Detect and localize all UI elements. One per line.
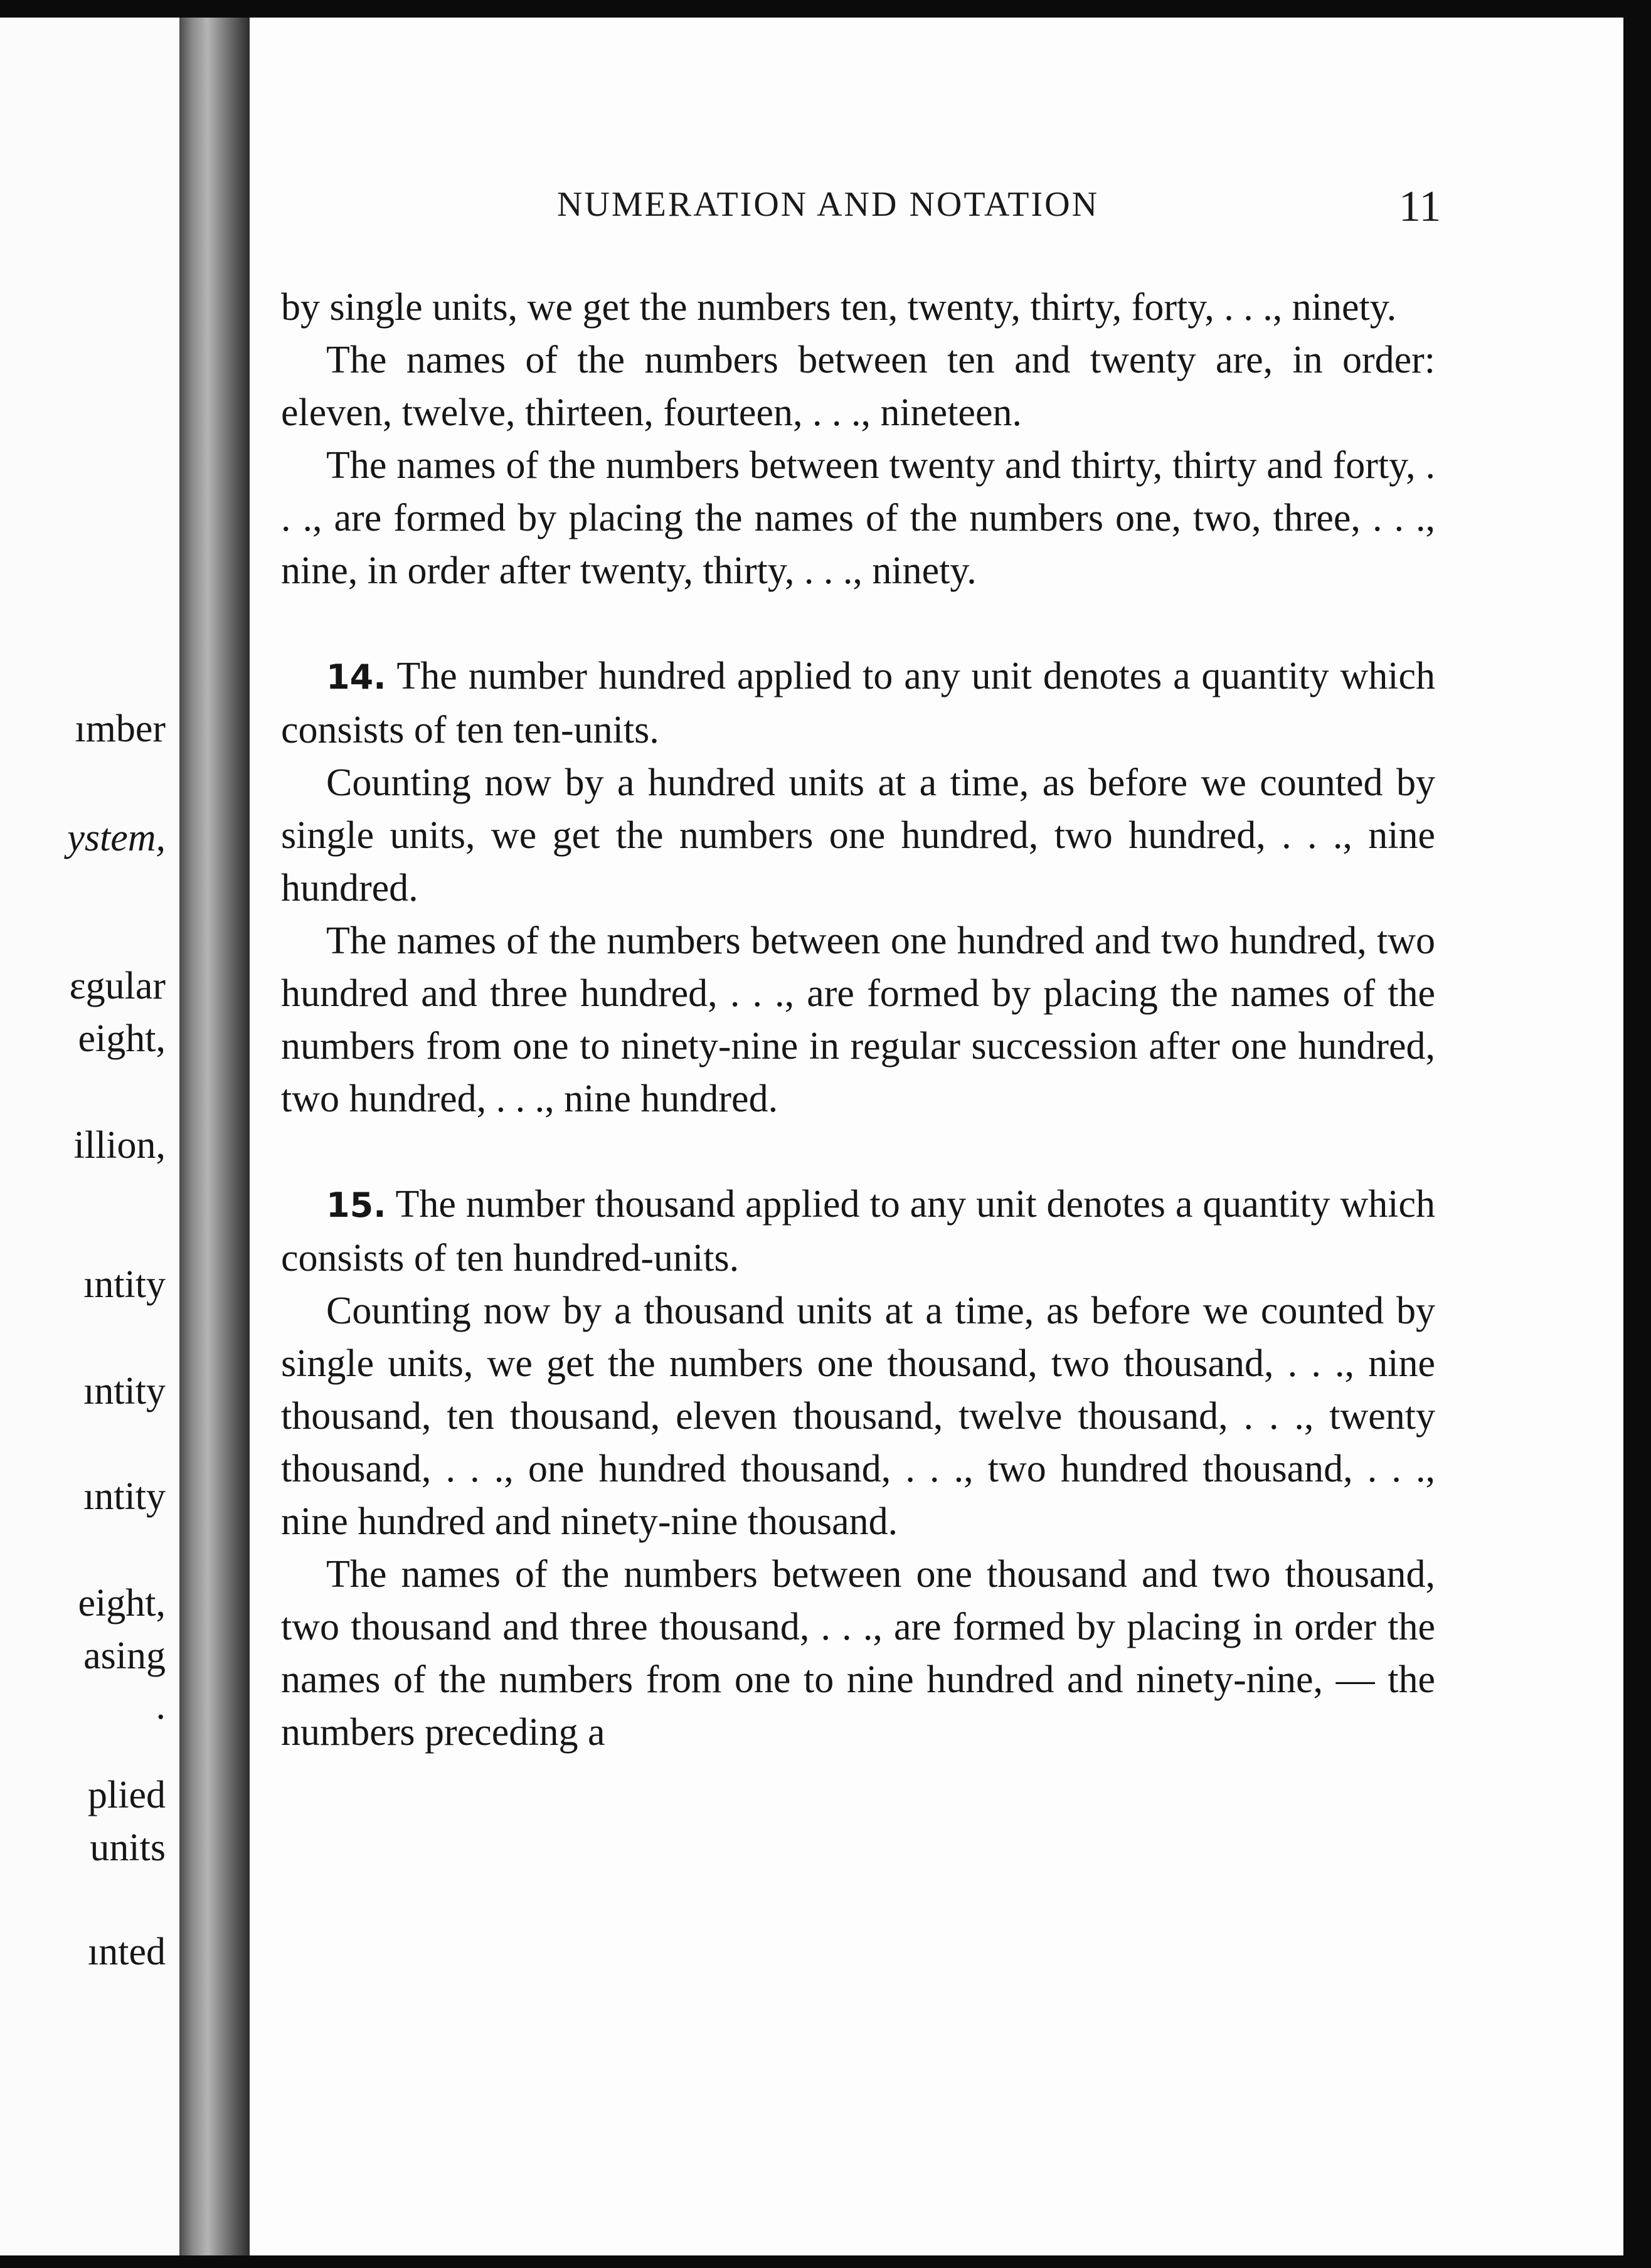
left-page-fragment: asing <box>83 1635 166 1677</box>
paragraph: The names of the numbers between twenty and thirty, thirty and forty, . . ., are formed by placing the names of the numbers one, two, three, . . ., nine, in order after twenty, thirty, . . ., ninety. <box>281 444 1435 592</box>
scan-border-bottom <box>0 2255 1651 2268</box>
left-page-fragment: illion, <box>73 1124 166 1167</box>
paragraph: Counting now by a hundred units at a time, as before we counted by single units, we get the numbers one hundred, two hundred, . . ., nine hundred. <box>281 761 1435 909</box>
scan-border-top <box>0 0 1651 18</box>
left-page-fragment: ɛgular <box>69 965 166 1007</box>
book-gutter <box>179 18 250 2255</box>
running-head: NUMERATION AND NOTATION <box>557 185 1100 224</box>
section-lead-paragraph <box>281 1178 1435 1285</box>
book-page <box>250 18 1623 2255</box>
left-page-fragment: units <box>90 1826 166 1869</box>
left-page-fragment: eight, <box>78 1582 166 1624</box>
section-lead-paragraph <box>281 650 1435 756</box>
page-number: 11 <box>1399 183 1441 231</box>
left-page-fragment: ıntity <box>83 1370 166 1412</box>
section-lead-text: The number hundred applied to any unit denotes a quantity which consists of ten ten-units. <box>281 655 1435 751</box>
paragraph: The names of the numbers between ten and twenty are, in order: eleven, twelve, thirteen, fourteen, . . ., nineteen. <box>281 339 1435 434</box>
left-page-fragment: ıntity <box>83 1263 166 1306</box>
left-page-fragment: . <box>156 1685 166 1727</box>
paragraph: by single units, we get the numbers ten, twenty, thirty, forty, . . ., ninety. <box>281 286 1397 329</box>
paragraph: The names of the numbers between one thousand and two thousand, two thousand and three thousand, . . ., are formed by placing in order the names of the numbers from one to nine hundred and ninety-nine, — the numbers preceding a <box>281 1553 1435 1754</box>
paragraph: Counting now by a thousand units at a time, as before we counted by single units, we get the numbers one thousand, two thousand, . . ., nine thousand, ten thousand, eleven thousand, twelve thousand, . . ., twenty thousand, . . ., one hundred thousand, . . ., two hundred thousand, . . ., nine hundred and ninety-nine thousand. <box>281 1290 1435 1543</box>
page-body <box>281 281 1435 1759</box>
scan-border-right <box>1623 0 1651 2268</box>
section-number: 15. <box>326 1185 386 1225</box>
section-lead-text: The number thousand applied to any unit denotes a quantity which consists of ten hundred-units. <box>281 1183 1435 1280</box>
left-page-fragment: ıntity <box>83 1475 166 1518</box>
section-number: 14. <box>326 657 386 697</box>
left-page-fragment: ımber <box>75 707 166 750</box>
section-14 <box>281 650 1435 1125</box>
paragraph: The names of the numbers between one hundred and two hundred, two hundred and three hundred, . . ., are formed by placing the names of the numbers from one to ninety-nine in regular succession after one hundred, two hundred, . . ., nine hundred. <box>281 919 1435 1120</box>
section-15 <box>281 1178 1435 1759</box>
left-page-fragment: eight, <box>78 1017 166 1060</box>
left-page-fragment: plied <box>88 1774 166 1816</box>
left-page-fragment: ınted <box>88 1931 166 1973</box>
left-facing-page <box>0 18 179 2255</box>
left-page-fragment: ystem, <box>67 817 166 859</box>
